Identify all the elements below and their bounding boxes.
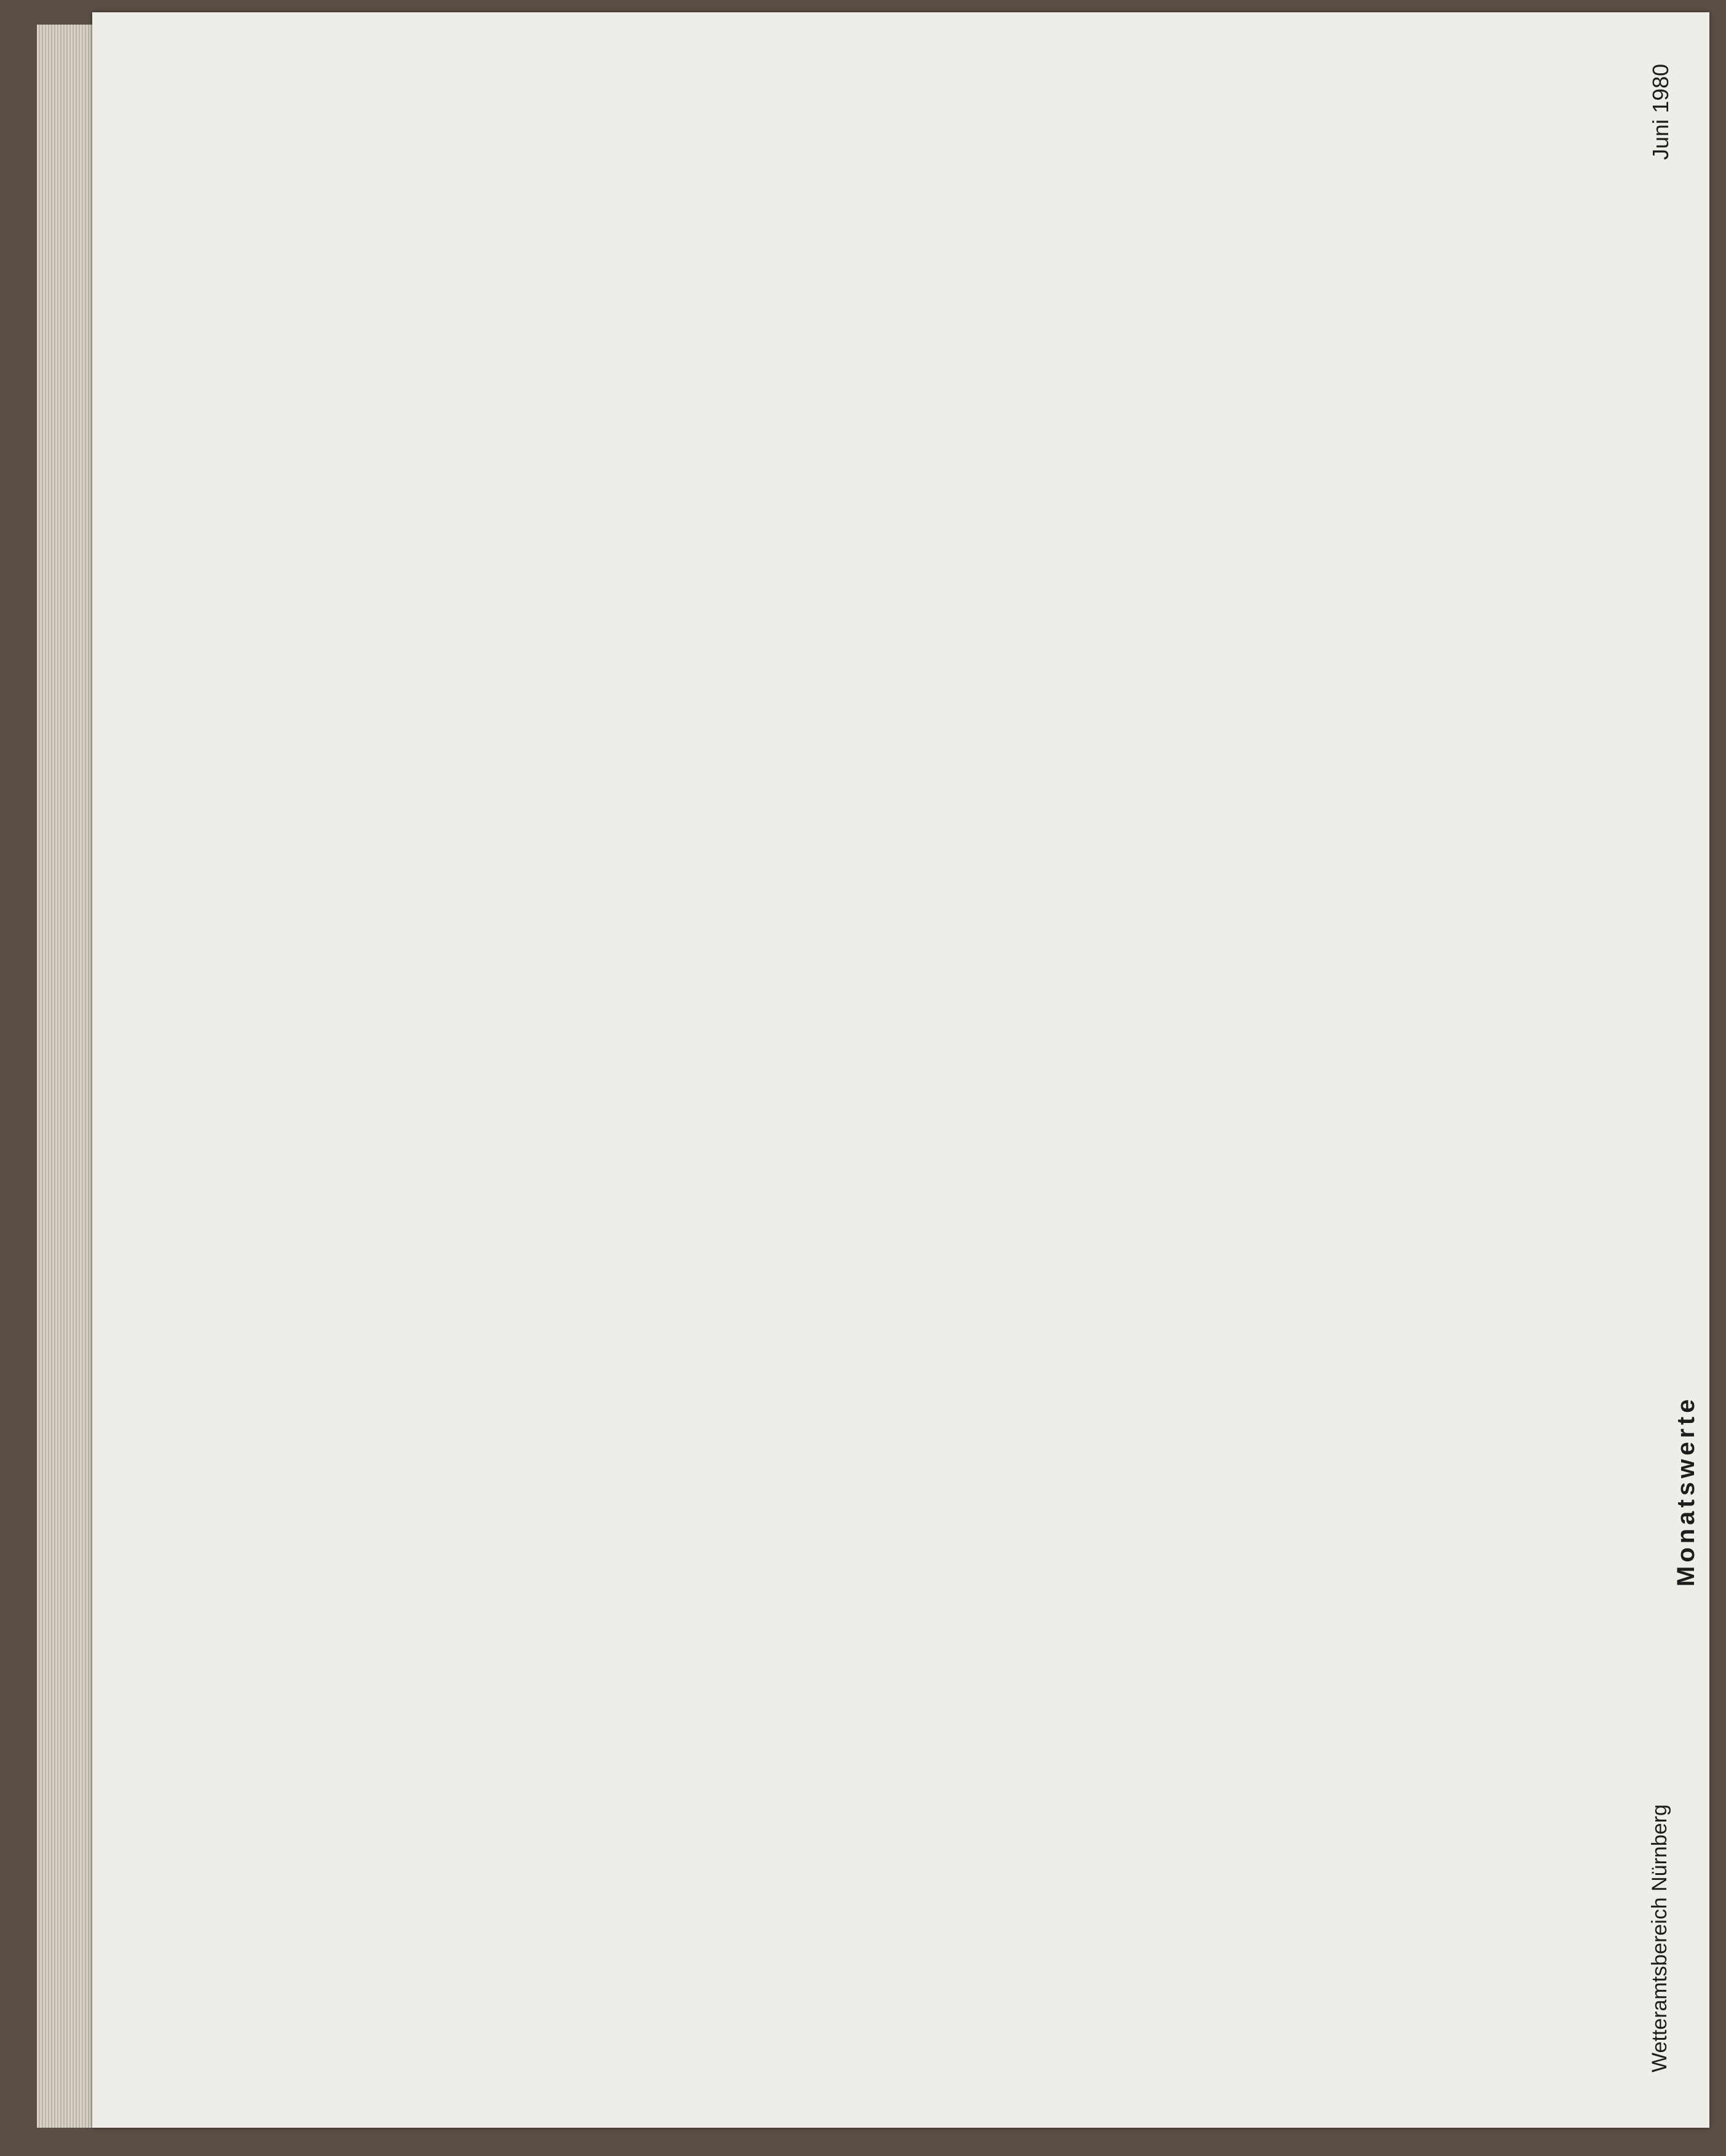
- section-title: Monatswerte: [1673, 1395, 1700, 1587]
- document-page: [92, 12, 1709, 2128]
- rotated-page-content: [1629, 0, 1726, 2091]
- region-title: Wetteramtsbereich Nürnberg: [1648, 1804, 1671, 2072]
- month-title: Juni 1980: [1648, 63, 1673, 160]
